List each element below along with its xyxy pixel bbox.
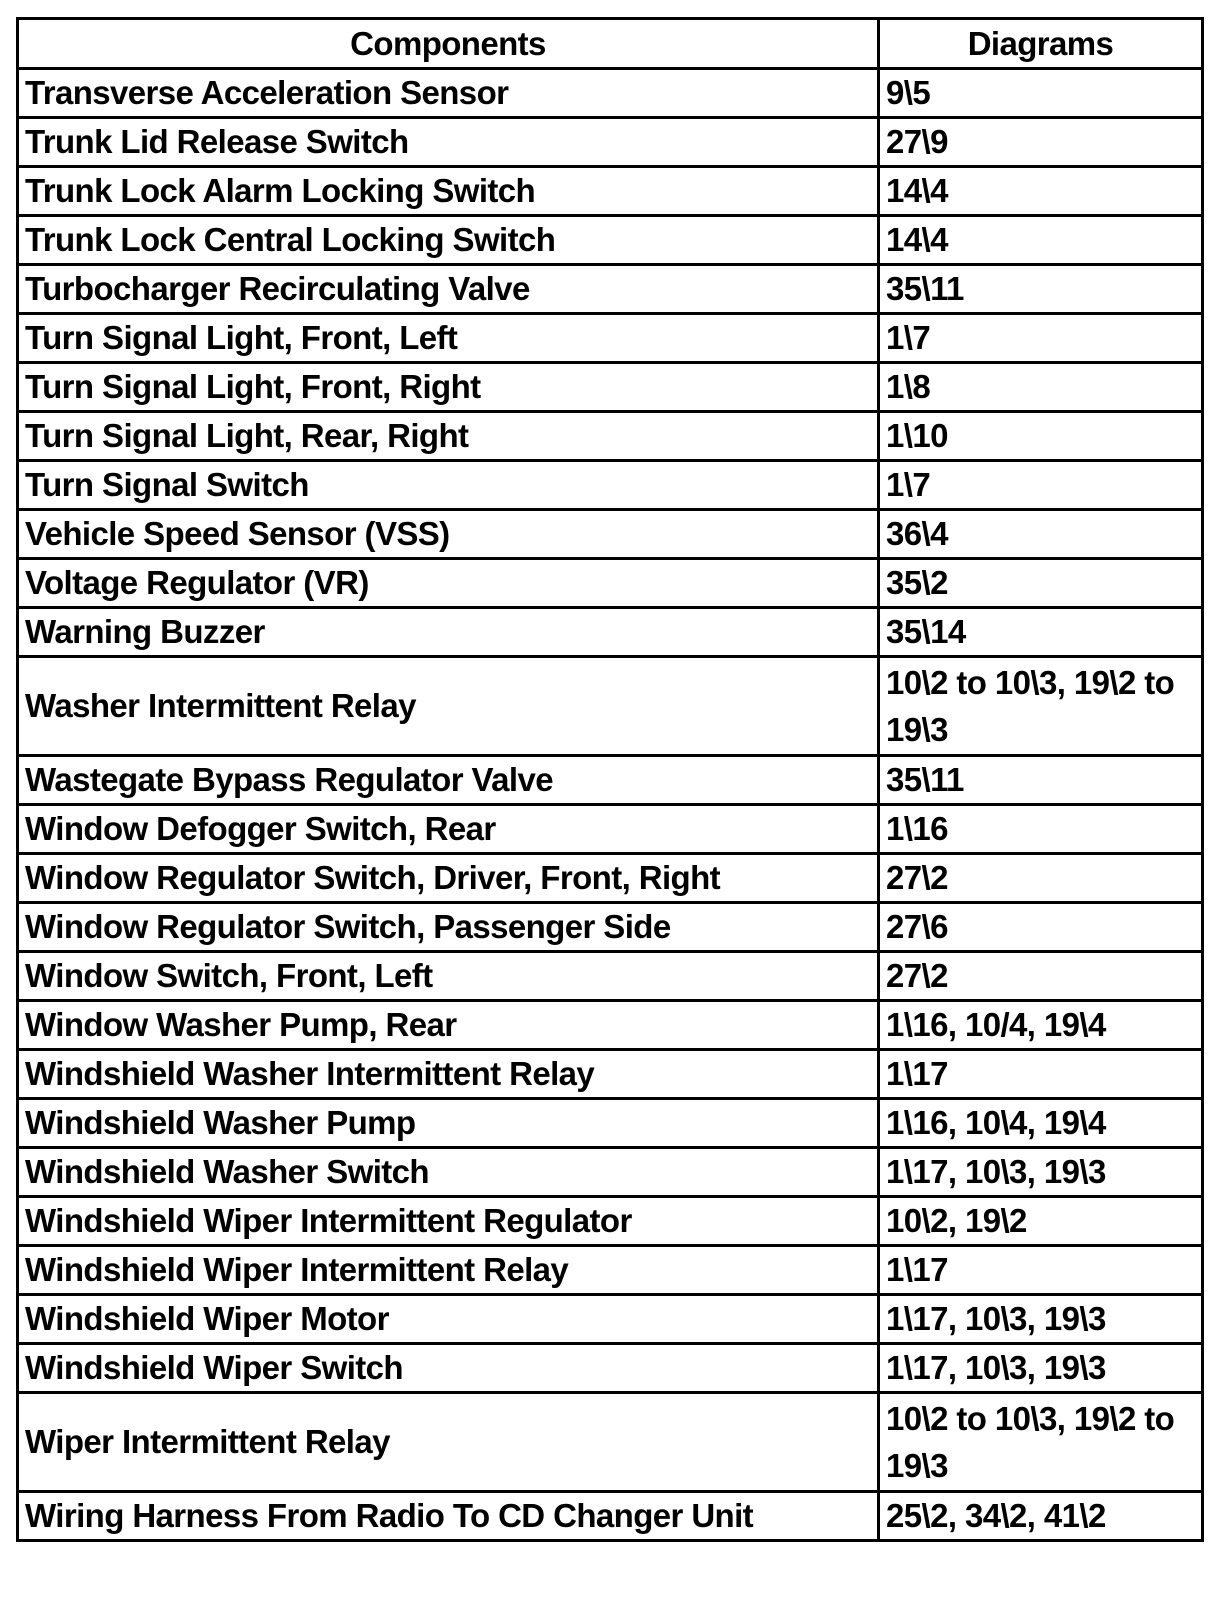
component-cell: Windshield Wiper Intermittent Relay: [18, 1246, 879, 1295]
component-cell: Window Regulator Switch, Driver, Front, Right: [18, 854, 879, 903]
table-row: [18, 1492, 1203, 1541]
table-row: [18, 657, 1203, 756]
diagrams-cell: 27\2: [879, 854, 1203, 903]
table-row: [18, 412, 1203, 461]
table-row: [18, 265, 1203, 314]
table-row: [18, 118, 1203, 167]
table-row: [18, 1099, 1203, 1148]
diagrams-cell: 1\7: [879, 314, 1203, 363]
diagrams-cell: 14\4: [879, 216, 1203, 265]
diagrams-cell: 1\17: [879, 1246, 1203, 1295]
component-cell: Trunk Lid Release Switch: [18, 118, 879, 167]
table-row: [18, 854, 1203, 903]
component-cell: Windshield Wiper Motor: [18, 1295, 879, 1344]
diagrams-cell: 1\17, 10\3, 19\3: [879, 1295, 1203, 1344]
component-cell: Voltage Regulator (VR): [18, 559, 879, 608]
table-row: [18, 1001, 1203, 1050]
header-row: [18, 19, 1203, 69]
table-body: [18, 69, 1203, 1541]
table-row: [18, 216, 1203, 265]
table-row: [18, 1050, 1203, 1099]
component-cell: Transverse Acceleration Sensor: [18, 69, 879, 118]
diagrams-cell: 35\11: [879, 756, 1203, 805]
component-cell: Windshield Wiper Intermittent Regulator: [18, 1197, 879, 1246]
component-cell: Turn Signal Switch: [18, 461, 879, 510]
diagrams-cell: 1\10: [879, 412, 1203, 461]
diagrams-cell: 14\4: [879, 167, 1203, 216]
diagrams-cell: 35\11: [879, 265, 1203, 314]
component-cell: Window Defogger Switch, Rear: [18, 805, 879, 854]
component-cell: Window Regulator Switch, Passenger Side: [18, 903, 879, 952]
table-row: [18, 510, 1203, 559]
diagrams-cell: 10\2 to 10\3, 19\2 to 19\3: [879, 1393, 1203, 1492]
component-cell: Turbocharger Recirculating Valve: [18, 265, 879, 314]
diagrams-cell: 1\17: [879, 1050, 1203, 1099]
component-cell: Window Washer Pump, Rear: [18, 1001, 879, 1050]
diagrams-cell: 1\17, 10\3, 19\3: [879, 1344, 1203, 1393]
diagrams-cell: 35\14: [879, 608, 1203, 657]
diagrams-cell: 27\6: [879, 903, 1203, 952]
table-row: [18, 608, 1203, 657]
table-row: [18, 1197, 1203, 1246]
diagrams-cell: 27\9: [879, 118, 1203, 167]
diagrams-cell: 1\16: [879, 805, 1203, 854]
components-column-header: Components: [18, 19, 879, 69]
component-cell: Trunk Lock Central Locking Switch: [18, 216, 879, 265]
diagrams-cell: 1\7: [879, 461, 1203, 510]
component-cell: Turn Signal Light, Rear, Right: [18, 412, 879, 461]
component-cell: Windshield Wiper Switch: [18, 1344, 879, 1393]
component-cell: Trunk Lock Alarm Locking Switch: [18, 167, 879, 216]
table-row: [18, 314, 1203, 363]
component-cell: Turn Signal Light, Front, Left: [18, 314, 879, 363]
table-row: [18, 69, 1203, 118]
component-cell: Window Switch, Front, Left: [18, 952, 879, 1001]
table-row: [18, 363, 1203, 412]
diagrams-cell: 10\2, 19\2: [879, 1197, 1203, 1246]
component-cell: Wiring Harness From Radio To CD Changer Unit: [18, 1492, 879, 1541]
component-cell: Vehicle Speed Sensor (VSS): [18, 510, 879, 559]
diagrams-cell: 1\16, 10\4, 19\4: [879, 1099, 1203, 1148]
diagrams-cell: 1\8: [879, 363, 1203, 412]
diagrams-cell: 9\5: [879, 69, 1203, 118]
diagrams-cell: 1\16, 10/4, 19\4: [879, 1001, 1203, 1050]
component-cell: Wiper Intermittent Relay: [18, 1393, 879, 1492]
diagrams-cell: 1\17, 10\3, 19\3: [879, 1148, 1203, 1197]
table-row: [18, 167, 1203, 216]
table-row: [18, 952, 1203, 1001]
component-diagram-index-table: [16, 17, 1204, 1542]
table-row: [18, 805, 1203, 854]
diagrams-cell: 25\2, 34\2, 41\2: [879, 1492, 1203, 1541]
component-cell: Warning Buzzer: [18, 608, 879, 657]
table-row: [18, 903, 1203, 952]
component-cell: Turn Signal Light, Front, Right: [18, 363, 879, 412]
table-row: [18, 756, 1203, 805]
table-row: [18, 559, 1203, 608]
diagrams-column-header: Diagrams: [879, 19, 1203, 69]
component-cell: Windshield Washer Intermittent Relay: [18, 1050, 879, 1099]
diagrams-cell: 27\2: [879, 952, 1203, 1001]
component-cell: Wastegate Bypass Regulator Valve: [18, 756, 879, 805]
table-row: [18, 1246, 1203, 1295]
diagrams-cell: 35\2: [879, 559, 1203, 608]
table-row: [18, 1148, 1203, 1197]
table-row: [18, 1295, 1203, 1344]
table-row: [18, 1393, 1203, 1492]
table-row: [18, 461, 1203, 510]
diagrams-cell: 36\4: [879, 510, 1203, 559]
table-row: [18, 1344, 1203, 1393]
component-cell: Washer Intermittent Relay: [18, 657, 879, 756]
component-cell: Windshield Washer Pump: [18, 1099, 879, 1148]
component-cell: Windshield Washer Switch: [18, 1148, 879, 1197]
diagrams-cell: 10\2 to 10\3, 19\2 to 19\3: [879, 657, 1203, 756]
